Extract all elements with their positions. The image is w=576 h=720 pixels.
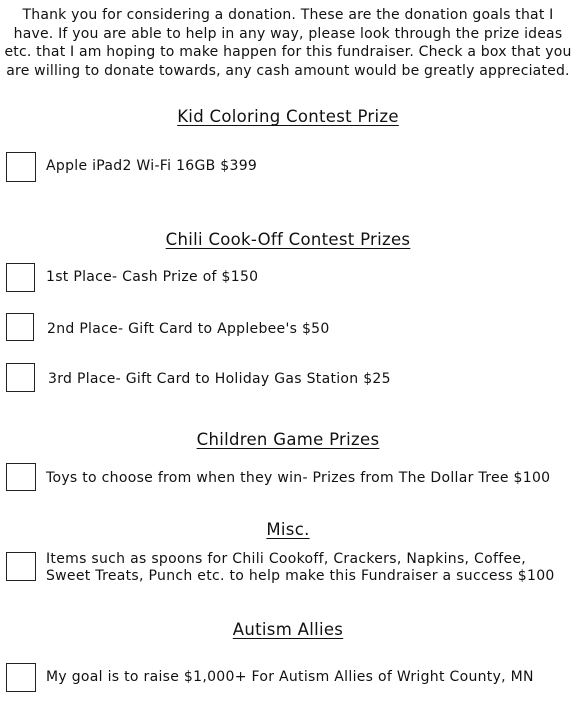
- checkbox[interactable]: [6, 363, 35, 392]
- checkbox[interactable]: [6, 463, 36, 491]
- intro-paragraph: Thank you for considering a donation. These are the donation goals that I have. If you are able to help in any way, please look through the prize ideas etc. that I am hoping to make happen for this fundraiser. Check a box that you are willing to donate towards, any cash amount would be greatly appreciated.: [4, 7, 572, 79]
- section-title-children-game: Children Game Prizes: [196, 430, 380, 449]
- checkbox[interactable]: [6, 663, 36, 692]
- checkbox[interactable]: [6, 552, 36, 581]
- item-label: 2nd Place- Gift Card to Applebee's $50: [47, 321, 330, 337]
- section-title-kid-coloring: Kid Coloring Contest Prize: [177, 107, 399, 126]
- item-label: 1st Place- Cash Prize of $150: [46, 269, 259, 285]
- section-title-chili-cookoff: Chili Cook-Off Contest Prizes: [165, 230, 411, 249]
- item-label: Apple iPad2 Wi-Fi 16GB $399: [46, 158, 258, 174]
- checkbox[interactable]: [6, 152, 36, 182]
- item-label: 3rd Place- Gift Card to Holiday Gas Station $25: [48, 371, 391, 387]
- section-title-autism-allies: Autism Allies: [232, 620, 344, 639]
- item-label: My goal is to raise $1,000+ For Autism Allies of Wright County, MN: [46, 669, 534, 685]
- item-label: Items such as spoons for Chili Cookoff, Crackers, Napkins, Coffee, Sweet Treats, Punch etc. to help make this Fundraiser a success $100: [46, 551, 555, 584]
- checkbox[interactable]: [6, 313, 34, 341]
- section-title-misc: Misc.: [266, 520, 310, 539]
- item-label: Toys to choose from when they win- Prizes from The Dollar Tree $100: [46, 470, 551, 486]
- checkbox[interactable]: [6, 263, 35, 292]
